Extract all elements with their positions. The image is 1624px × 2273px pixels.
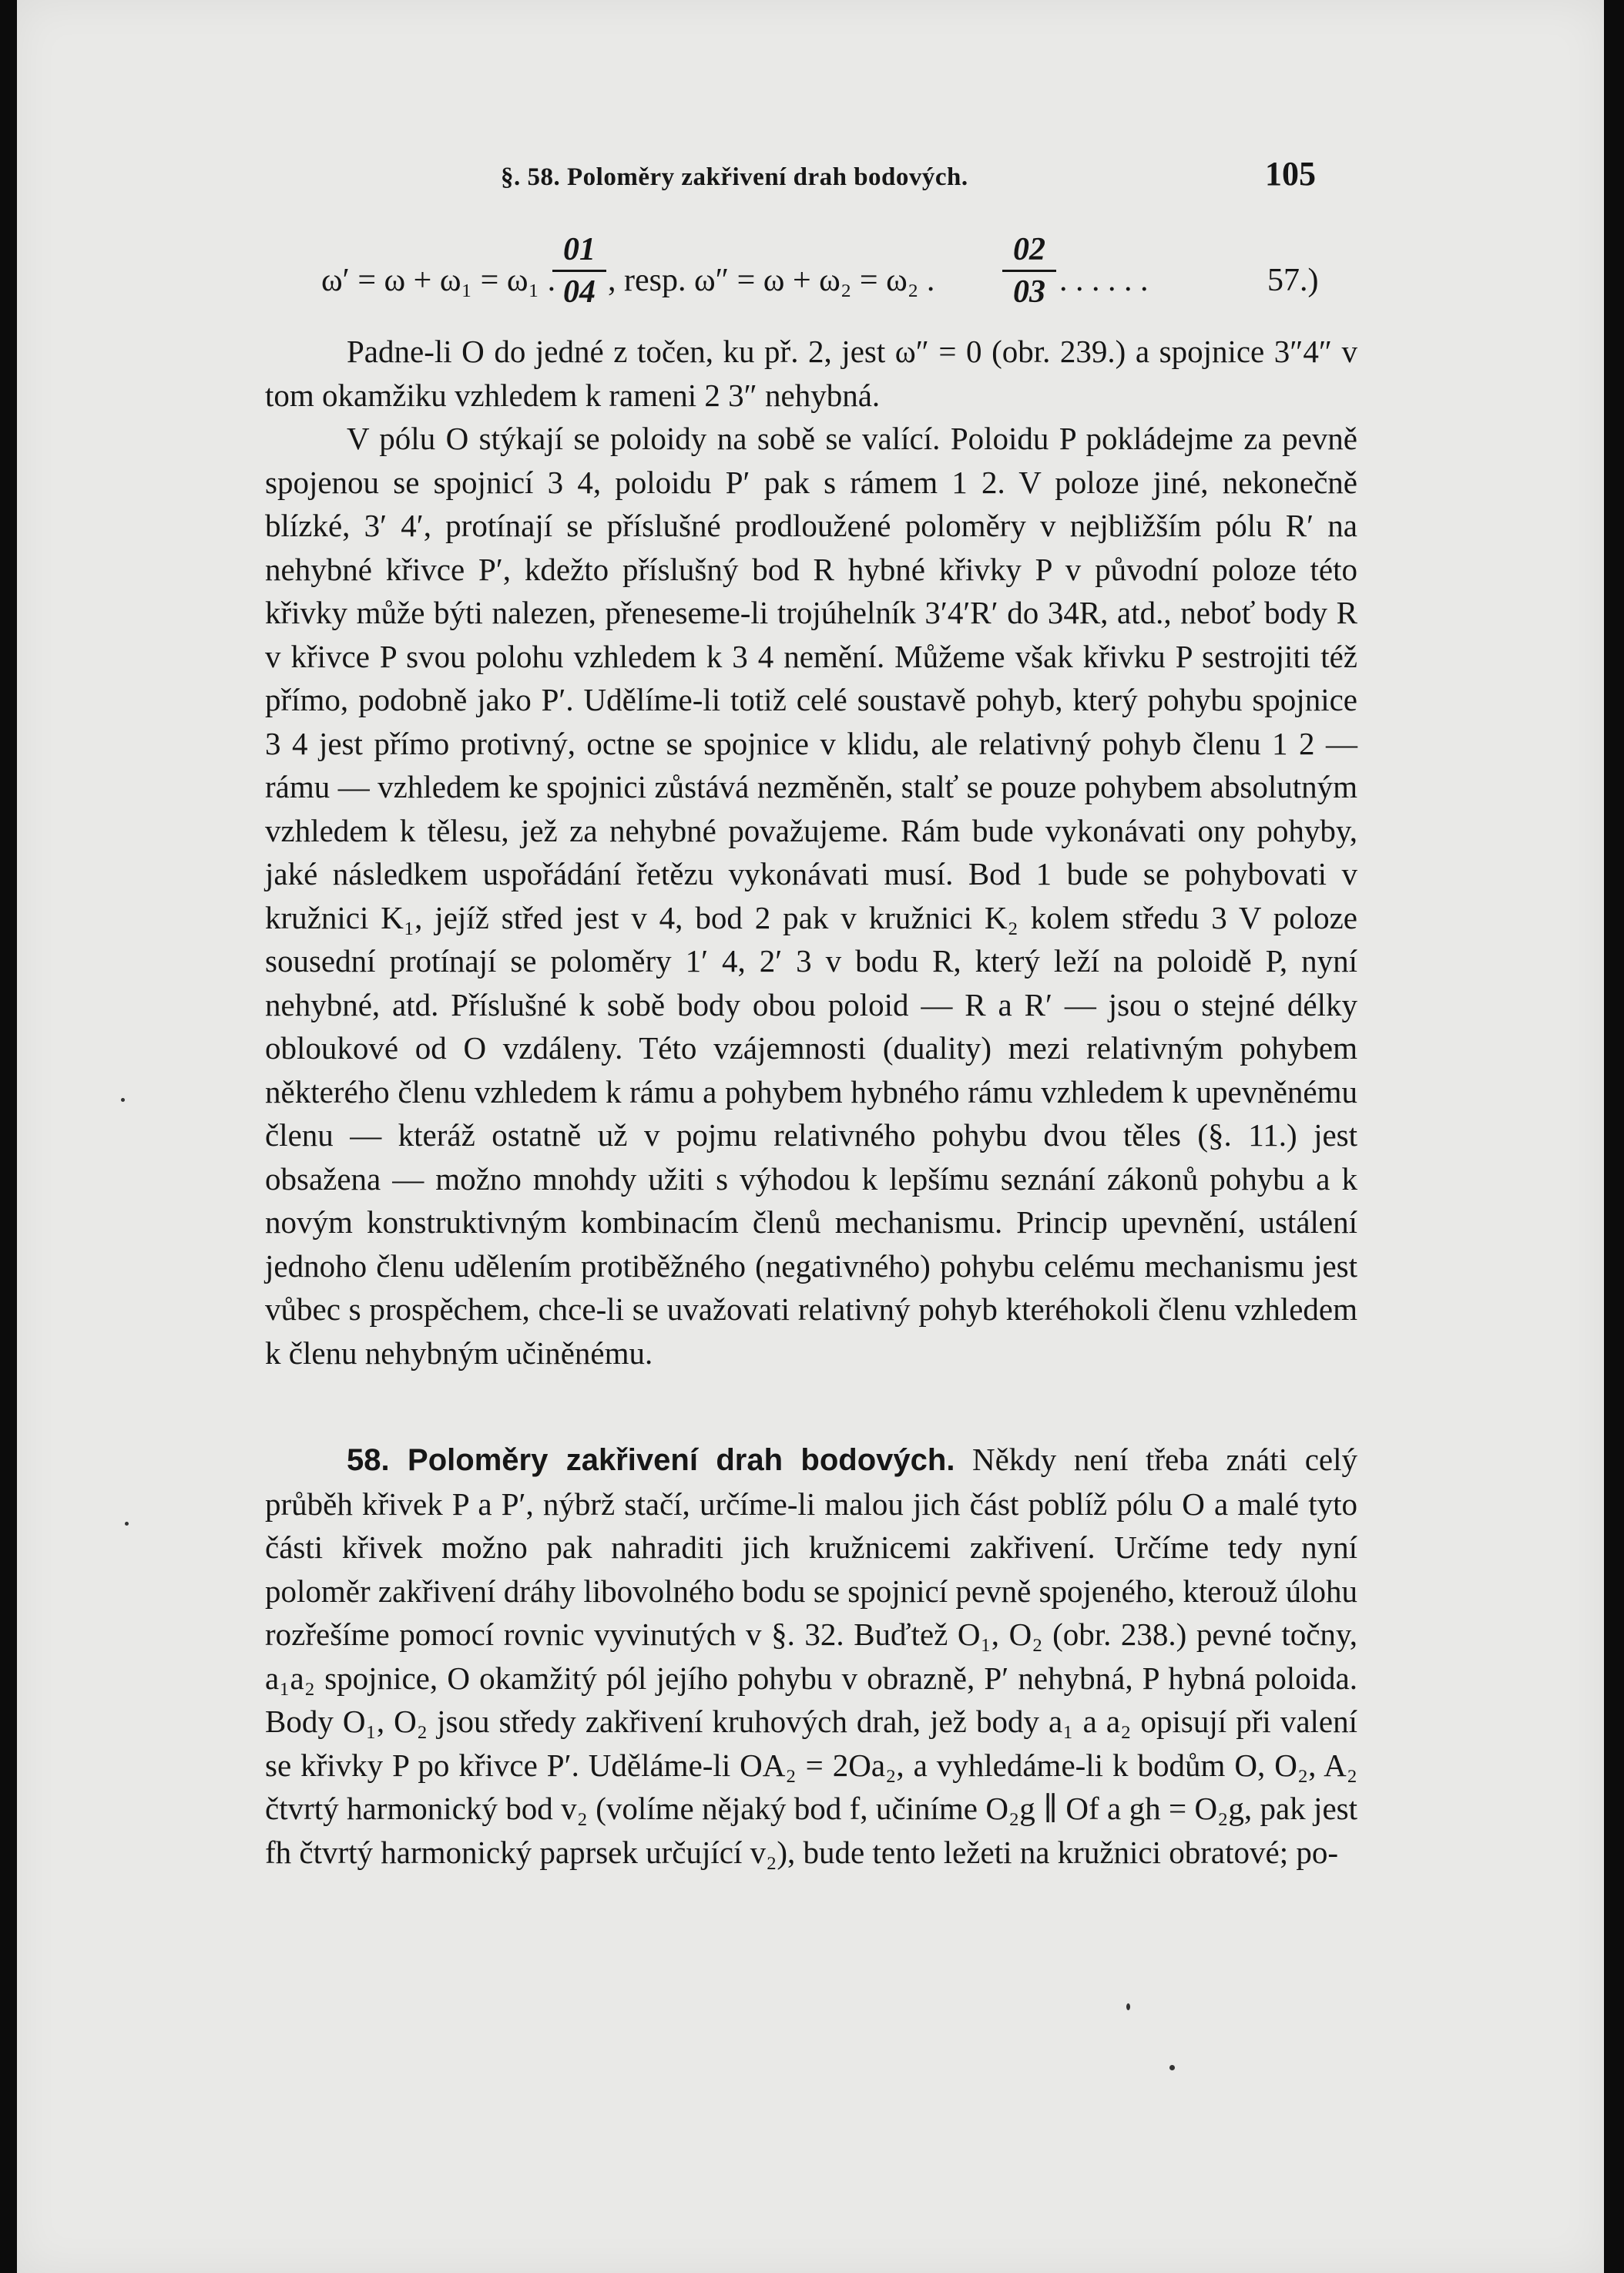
- scan-speck: [1126, 2003, 1130, 2010]
- scan-speck: [125, 1522, 129, 1526]
- scan-speck: [1169, 2065, 1175, 2070]
- paragraph: V pólu O stýkají se poloidy na sobě se valící. Poloidu P pokládejme za pevně spojenou se spojnicí 3 4, poloidu P′ pak s rámem 1 2. V poloze jiné, nekonečně blízké, 3′ 4′, protínají se příslušné prodloužené poloměry v nejbližším pólu R′ na nehybné křivce P′, kdežto příslušný bod R hybné křivky P v původní poloze této křivky může býti nalezen, přeneseme-li trojúhelník 3′4′R′ do 34R, atd., neboť body R v křivce P svou polohu vzhledem k 3 4 nemění. Můžeme však křivku P sestrojiti též přímo, podobně jako P′. Udělíme-li totiž celé soustavě pohyb, který pohybu spojnice 3 4 jest přímo protivný, octne se spojnice v klidu, ale relativný pohyb členu 1 2 — rámu — vzhledem ke spojnici zůstává nezměněn, stalť se pouze pohybem absolutným vzhledem k tělesu, jež za nehybné považujeme. Rám bude vykonávati ony pohyby, jaké následkem uspořádání řetězu vykonávati musí. Bod 1 bude se pohybovati v kružnici K₁, jejíž střed jest v 4, bod 2 pak v kružnici K₂ kolem středu 3 V poloze sousední protínají se poloměry 1′ 4, 2′ 3 v bodu R, který leží na poloidě P, nyní nehybné, atd. Příslušné k sobě body obou poloid — R a R′ — jsou o stejné délky obloukové od O vzdáleny. Této vzájemnosti (duality) mezi relativným pohybem některého členu vzhledem k rámu a pohybem hybného rámu vzhledem k upevněnému členu — kteráž ostatně už v pojmu relativného pohybu dvou těles (§. 11.) jest obsažena — možno mnohdy užiti s výhodou k lepšímu seznání zákonů pohybu a k novým konstruktivným kombinacím členů mechanismu. Princip upevnění, ustálení jednoho členu udělením protiběžného (negativného) pohybu celému mechanismu jest vůbec s prospěchem, chce-li se uvažovati relativný pohyb kteréhokoli členu vzhledem k členu nehybným učiněnému.: [265, 421, 1357, 1371]
- fraction-02-03: [1002, 231, 1056, 311]
- page-header: [17, 154, 1604, 200]
- section-spacer: [265, 1375, 1357, 1438]
- section-body: Někdy není třeba znáti celý průběh křivek P a P′, nýbrž stačí, určíme-li malou jich část poblíž pólu O a malé tyto části křivek možno pak nahraditi jich kružnicemi zakřivení. Určíme tedy nyní poloměr zakřivení dráhy libovolného bodu se spojnicí pevně spojeného, kterouž úlohu rozřešíme pomocí rovnic vyvinutých v §. 32. Buďtež O₁, O₂ (obr. 238.) pevné točny, a₁a₂ spojnice, O okamžitý pól jejího pohybu v obrazně, P′ nehybná, P hybná poloida. Body O₁, O₂ jsou středy zakřivení kruhových drah, jež body a₁ a a₂ opisují při valení se křivky P po křivce P′. Uděláme-li OA₂ = 2Oa₂, a vyhledáme-li k bodům O, O₂, A₂ čtvrtý harmonický bod v₂ (volíme nějaký bod f, učiníme O₂g ∥ Of a gh = O₂g, pak jest fh čtvrtý harmonický paprsek určující v₂), bude tento ležeti na kružnici obratové; po-: [265, 1442, 1357, 1870]
- running-title: §. 58. Poloměry zakřivení drah bodových.: [501, 163, 968, 191]
- page-number: 105: [1265, 155, 1316, 193]
- section-title: Poloměry zakřivení drah bodových.: [408, 1443, 955, 1477]
- body-text: [265, 330, 1357, 1874]
- section-paragraph: [265, 1438, 1357, 1874]
- paragraph: Padne-li O do jedné z točen, ku př. 2, jest ω″ = 0 (obr. 239.) a spojnice 3″4″ v tom okamžiku vzhledem k rameni 2 3″ nehybná.: [265, 334, 1357, 413]
- fraction-denominator: 04: [563, 274, 596, 310]
- equation-lhs: ω′ = ω + ω₁ = ω₁ .: [321, 263, 556, 298]
- equation-number: 57.): [1267, 263, 1319, 298]
- section-heading: [347, 1443, 955, 1477]
- fraction-numerator: 02: [1002, 231, 1056, 272]
- fraction-denominator: 03: [1013, 274, 1045, 310]
- fraction-01-04: [552, 231, 606, 311]
- equation-57: [321, 231, 1357, 324]
- book-page: [17, 0, 1604, 2273]
- scan-speck: [121, 1098, 125, 1102]
- section-number: 58.: [347, 1443, 390, 1477]
- fraction-numerator: 01: [552, 231, 606, 272]
- equation-leader-dots: . . . . . .: [1059, 263, 1149, 298]
- equation-middle: , resp. ω″ = ω + ω₂ = ω₂ .: [608, 263, 935, 298]
